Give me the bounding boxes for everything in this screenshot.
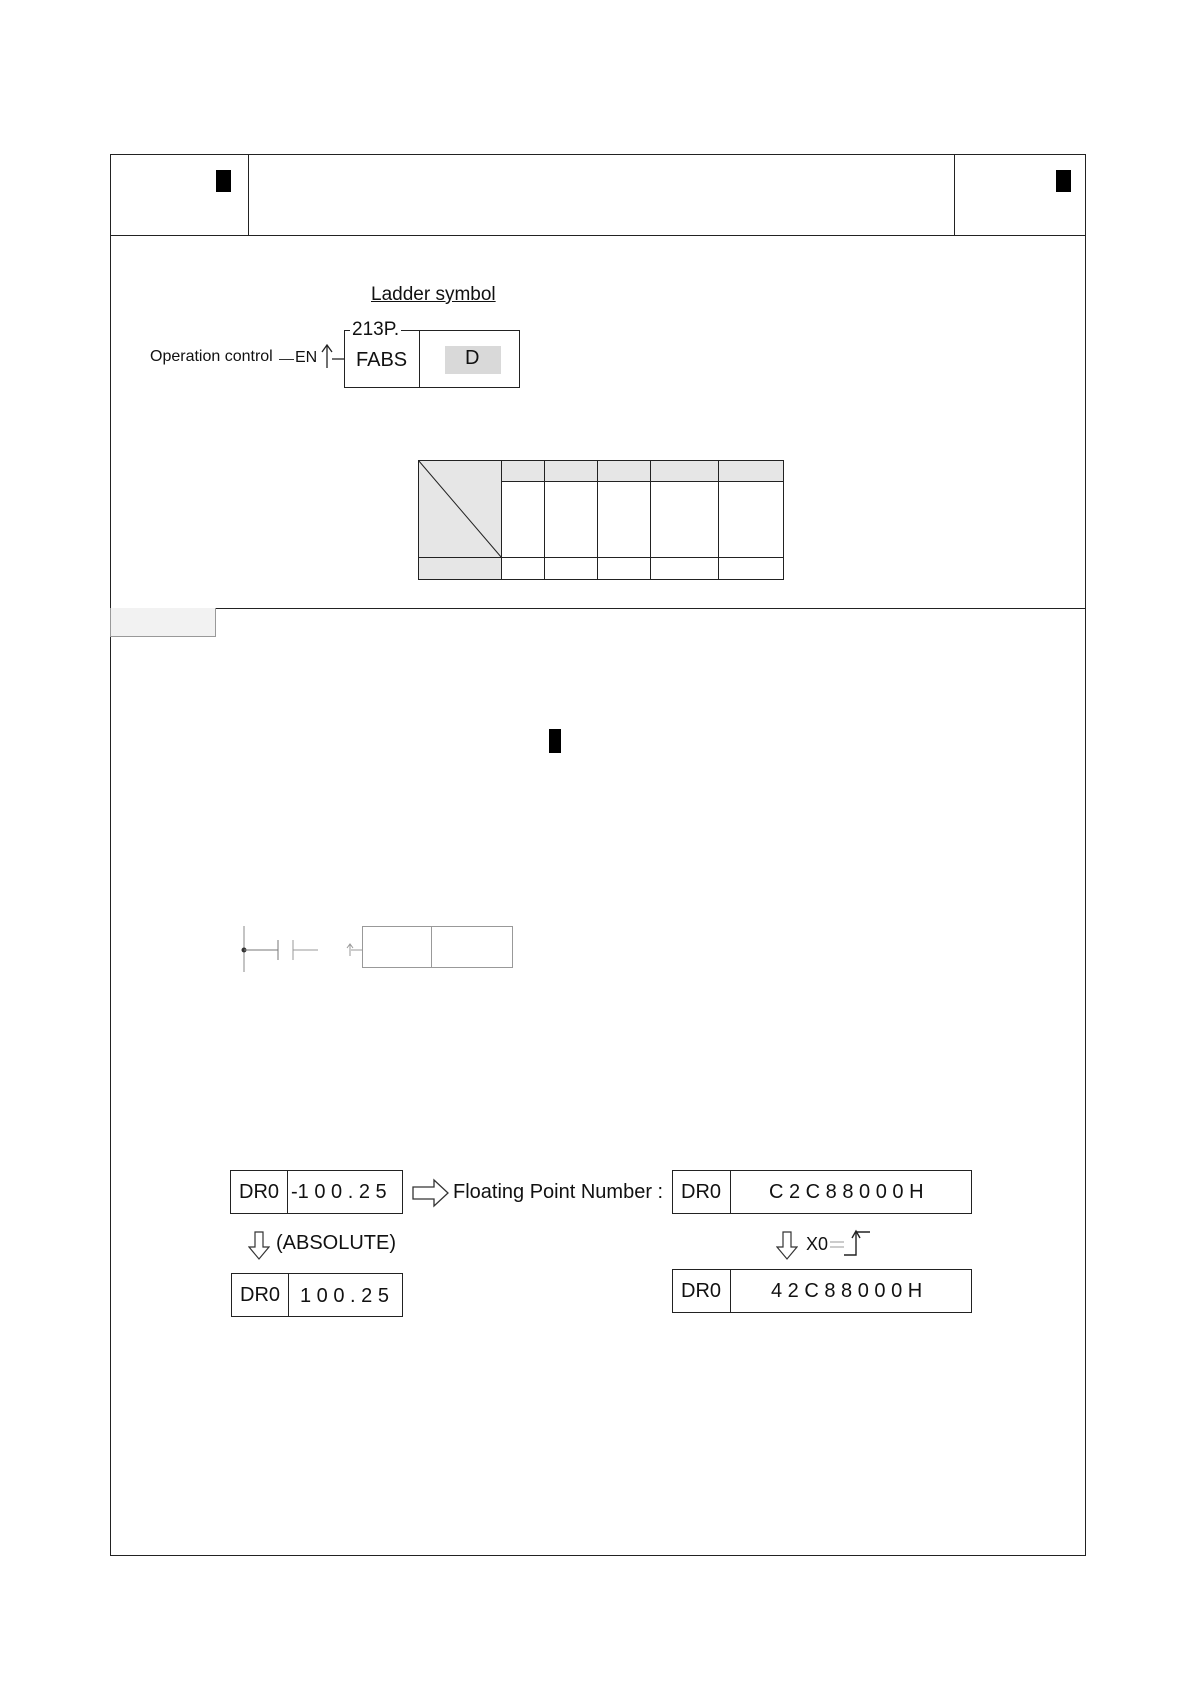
ladder-operand: D [465, 347, 480, 369]
section-tab [110, 608, 216, 637]
ladder-step-number: 213P. [352, 319, 400, 340]
absolute-label: (ABSOLUTE) [276, 1232, 397, 1254]
dr0-result-label: DR0 [681, 1280, 722, 1302]
header-left-divider [248, 154, 249, 236]
dr0-float-divider [730, 1170, 731, 1214]
ladder-example-diagram [238, 920, 518, 976]
operation-control-line [279, 359, 294, 360]
dr0-input-divider [287, 1170, 288, 1214]
dr0-absolute-label: DR0 [240, 1284, 281, 1306]
ladder-box-divider [419, 330, 420, 388]
right-arrow-icon [412, 1178, 450, 1208]
dr0-float-value: C 2 C 8 8 0 0 0 H [769, 1181, 924, 1203]
operation-control-label: Operation control [150, 348, 273, 365]
down-arrow-icon [776, 1231, 798, 1261]
float-label: Floating Point Number : [453, 1181, 664, 1203]
header-bottom-rule [110, 235, 1086, 236]
rising-edge-icon [828, 1228, 876, 1258]
dr0-absolute-divider [288, 1273, 289, 1317]
dr0-result-divider [730, 1269, 731, 1313]
operand-table [418, 460, 784, 581]
dr0-result-value: 4 2 C 8 8 0 0 0 H [771, 1280, 923, 1302]
ladder-symbol-title: Ladder symbol [371, 284, 496, 305]
rising-edge-arrow-icon [318, 342, 346, 370]
en-label: EN [295, 349, 318, 366]
x0-label: X0 [806, 1234, 829, 1254]
header-left-mark [216, 170, 231, 192]
body-mark [549, 729, 561, 753]
header-right-mark [1056, 170, 1071, 192]
dr0-float-label: DR0 [681, 1181, 722, 1203]
down-arrow-icon [248, 1231, 270, 1261]
dr0-input-value: -1 0 0 . 2 5 [291, 1181, 387, 1203]
ladder-instruction-name: FABS [356, 349, 408, 371]
dr0-absolute-value: 1 0 0 . 2 5 [300, 1285, 389, 1307]
dr0-input-label: DR0 [239, 1181, 280, 1203]
section-divider [110, 608, 1086, 609]
header-right-divider [954, 154, 955, 236]
